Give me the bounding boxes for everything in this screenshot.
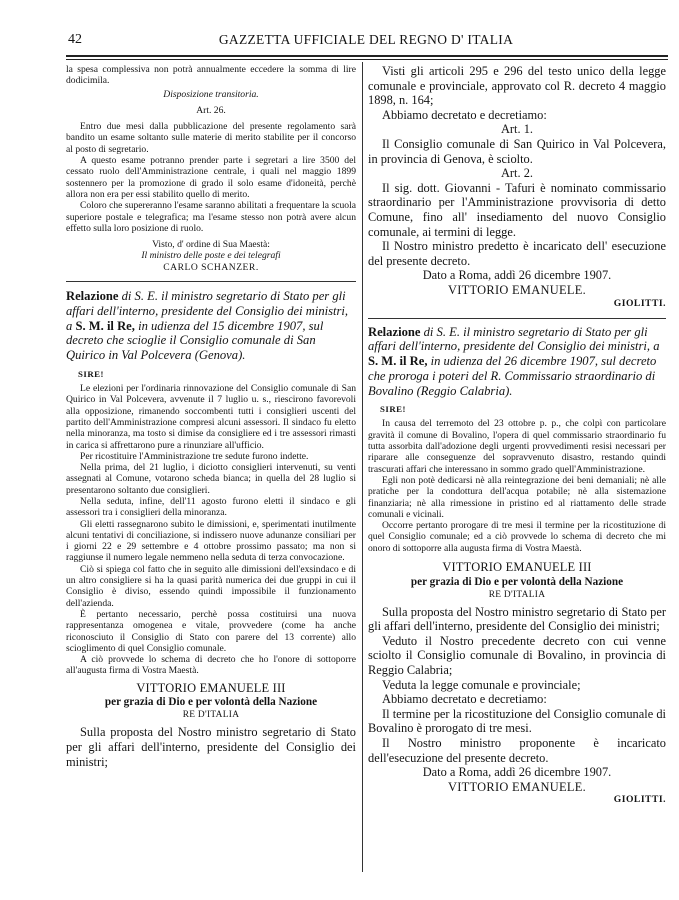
decree-paragraph: Visti gli articoli 295 e 296 del testo unico della legge comunale e provinciale, approvato col R. decreto 4 maggio 1898, n. 164;	[368, 64, 666, 108]
article-26-heading: Art. 26.	[196, 104, 226, 116]
body-paragraph: Le elezioni per l'ordinaria rinnovazione del Consiglio comunale di San Quirico in Val Polcevera, avvenute il 7 luglio u. s., riescirono favorevoli alla opposizione, rimanendo soccombenti tutti i consiglieri uscenti del partito dell'Amministrazione compresi alcuni assessori. Il sindaco fu eletto nella minoranza, ma tosto si dimise da consigliere ed i tre assessori rimasti in carica si affrettarono pure a rinunziare all'ufficio.	[66, 383, 356, 451]
body-paragraph: Ciò si spiega col fatto che in seguito alle dimissioni dell'exsindaco e di un altro consigliere si ha la quasi parità numerica dei due gruppi in cui il Consiglio è diviso, essendo quindi impossibile il funzionamento dell'azienda.	[66, 563, 356, 609]
dato-line: Dato a Roma, addì 26 dicembre 1907.	[422, 765, 612, 780]
gazette-title: GAZZETTA UFFICIALE DEL REGNO D' ITALIA	[218, 32, 514, 47]
decree-paragraph: Abbiamo decretato e decretiamo:	[382, 692, 547, 707]
left-column	[66, 64, 356, 769]
art26-paragraph: A questo esame potranno prender parte i segretari a lire 3500 del cessato ruolo dell'Amministrazione centrale, i quali nel maggio 1899 sostennero per la promozione di grado il solo esame d'idoneità, perchè allora non era per essi stabilito quello di merito.	[66, 155, 356, 200]
decree-paragraph: Il termine per la ricostituzione del Consiglio comunale di Bovalino è prorogato di tre mesi.	[368, 706, 666, 736]
article-1-heading: Art. 1.	[500, 122, 533, 137]
decree-paragraph: Veduta la legge comunale e provinciale;	[382, 677, 581, 692]
relazione-text: di S. E. il ministro segretario di Stato per gli affari dell'interno, presidente del Consiglio dei ministri, a	[368, 324, 660, 354]
signature-king: VITTORIO EMANUELE.	[447, 779, 586, 794]
signature-king: VITTORIO EMANUELE.	[447, 282, 586, 297]
dato-line: Dato a Roma, addì 26 dicembre 1907.	[422, 268, 612, 283]
relazione-text: in udienza del 26 dicembre 1907, sul decreto che proroga i poteri del R. Commissario straordinario di Bovalino (Reggio Calabria).	[368, 354, 657, 398]
body-paragraph: È pertanto necessario, perchè possa costituirsi una nuova rappresentanza omogenea e vitale, provvedere (come ha anche riconosciuto il Consiglio di Stato con parere del 13 corrente) allo scioglimento di quel Consiglio comunale.	[66, 608, 356, 654]
incaricato-paragraph: Il Nostro ministro predetto è incaricato dell' esecuzione del presente decreto.	[368, 239, 666, 268]
article-1-text: Il Consiglio comunale di San Quirico in Val Polcevera, in provincia di Genova, è sciolto.	[368, 136, 666, 166]
body-paragraph: Occorre pertanto prorogare di tre mesi il termine per la ricostituzione di quel Consiglio comunale; ed a ciò provvede lo schema di decreto che mi onoro di sottoporre alla augusta firma di Vostra Maestà.	[368, 520, 666, 554]
relazione-text: in udienza del 15 dicembre 1907, sul decreto che scioglie il Consiglio comunale di San Quirico in Val Polcevera (Genova).	[66, 318, 324, 363]
sire-salutation: SIRE!	[78, 369, 104, 380]
decree-paragraph: Abbiamo decretato e decretiamo:	[382, 107, 547, 122]
article-2-text: Il sig. dott. Giovanni - Tafuri è nominato commissario straordinario per l'Amministrazione provvisoria di detto Comune, fino all' insediamento del nuovo Consiglio comunale, ai termini di legge.	[368, 180, 666, 239]
decree-proposta: Sulla proposta del Nostro ministro segretario di Stato per gli affari dell'interno, presidente del Consiglio dei ministri;	[66, 725, 356, 769]
section-rule	[368, 318, 666, 319]
signature-giolitti: GIOLITTI.	[613, 297, 666, 309]
relazione-word: Relazione	[66, 289, 119, 304]
grazia-line: per grazia di Dio e per volontà della Nazione	[104, 696, 318, 709]
grazia-line: per grazia di Dio e per volontà della Nazione	[410, 575, 624, 588]
visto-line: Visto, d' ordine di Sua Maestà:	[152, 239, 270, 251]
ministro-line: Il ministro delle poste e dei telegrafi	[141, 250, 281, 262]
page-number: 42	[68, 32, 82, 47]
column-divider	[362, 62, 363, 872]
relazione-heading	[66, 289, 356, 363]
relazione-heading	[368, 325, 666, 399]
signatory-schanzer: CARLO SCHANZER.	[163, 261, 259, 273]
re-italia: RE D'ITALIA	[488, 589, 546, 600]
right-column	[368, 64, 666, 805]
body-paragraph: A ciò provvede lo schema di decreto che ho l'onore di sottoporre all'augusta firma di Vostra Maestà.	[66, 654, 356, 677]
relazione-sm: S. M. il Re,	[368, 354, 428, 369]
section-rule	[66, 281, 356, 282]
transitoria-heading: Disposizione transitoria.	[163, 88, 259, 100]
body-paragraph: Nella seduta, infine, dell'11 agosto furono eletti il sindaco e gli assessori tra i consiglieri della minoranza.	[66, 496, 356, 519]
relazione-text: di S. E. il ministro segretario di Stato per gli affari dell'interno, presidente del Consiglio dei ministri, a	[66, 289, 349, 333]
body-paragraph: Gli eletti rassegnarono subito le dimissioni, e, sperimentati inutilmente alcuni tentativi di conciliazione, si indissero nuove adunanze consiliari per i giorni 22 e 29 settembre e 4 ottobre prossimo passato; ma non si raggiunse il numero legale nemmeno nella seduta di terza convocazione.	[66, 518, 356, 564]
intro-paragraph: la spesa complessiva non potrà annualmente eccedere la somma di lire dodicimila.	[66, 64, 356, 87]
king-name: VITTORIO EMANUELE III	[442, 560, 592, 575]
decree-paragraph: Sulla proposta del Nostro ministro segretario di Stato per gli affari dell'interno, presidente del Consiglio dei ministri;	[368, 604, 666, 634]
body-paragraph: Egli non potè dedicarsi nè alla reintegrazione dei beni demaniali; nè alle pratiche per la condottura dell'acqua potabile; nè alla sistemazione finanziaria; nè alla rimessione in pristino ed al riattamento delle strade comunali e vicinali.	[368, 474, 666, 520]
body-paragraph: In causa del terremoto del 23 ottobre p. p., che colpì con particolare gravità il comune di Bovalino, l'opera di quel commissario straordinario fu tutta assorbita dall'adozione degli urgenti provvedimenti resisi necessari per riparare alle conseguenze del sopravvenuto disastro, restando quindi trascurati affari che interessano in sommo grado quell'Amministrazione.	[368, 418, 666, 475]
header-rule-thin	[66, 59, 668, 60]
decree-paragraph: Veduto il Nostro precedente decreto con cui venne sciolto il Consiglio comunale di Bovalino, in provincia di Reggio Calabria;	[368, 633, 666, 678]
re-italia: RE D'ITALIA	[182, 710, 240, 721]
relazione-sm: S. M. il Re,	[75, 318, 135, 333]
relazione-word: Relazione	[368, 324, 421, 339]
decree-paragraph: Il Nostro ministro proponente è incaricato dell'esecuzione del presente decreto.	[368, 735, 666, 765]
header-rule	[66, 55, 668, 57]
art26-paragraph: Coloro che supereranno l'esame saranno abilitati a frequentare la scuola superiore postale e telegrafica; ma l'esame stesso non potrà avere alcun effetto sulla loro posizione di ruolo.	[66, 200, 356, 234]
signature-giolitti: GIOLITTI.	[613, 794, 666, 806]
sire-salutation: SIRE!	[380, 404, 406, 415]
page-header	[68, 32, 664, 54]
article-2-heading: Art. 2.	[500, 166, 533, 181]
body-paragraph: Nella prima, del 21 luglio, i diciotto consiglieri intervenuti, su venti assegnati al Comune, votarono scheda bianca; in quella del 28 luglio si presentarono soltanto due consiglieri.	[66, 462, 356, 496]
body-paragraph: Per ricostituire l'Amministrazione tre sedute furono indette.	[80, 450, 309, 462]
art26-paragraph: Entro due mesi dalla pubblicazione del presente regolamento sarà bandito un esame soltanto sulle materie di merito stabilite per il concorso al posto di segretario.	[66, 121, 356, 155]
king-name: VITTORIO EMANUELE III	[136, 680, 286, 695]
